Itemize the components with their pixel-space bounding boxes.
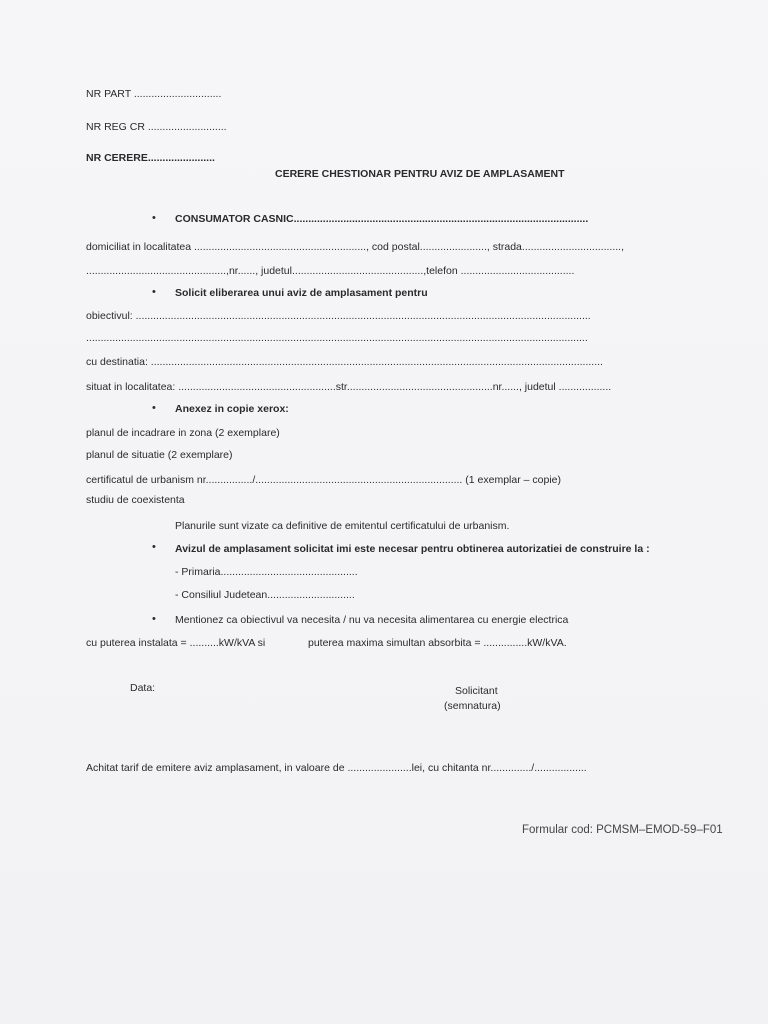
solicitant-label: Solicitant	[455, 685, 498, 697]
mentionez-line: Mentionez ca obiectivul va necesita / nu va necesita alimentarea cu energie electrica	[175, 614, 569, 626]
nr-judet-telefon-line: ................................................,nr......, judetul.............................................,telefon .......................................	[86, 265, 575, 277]
situat-line: situat in localitatea: ......................................................str..................................................nr......, judetul ..................	[86, 381, 612, 393]
puterea-maxima: puterea maxima simultan absorbita = ...............kW/kVA.	[308, 637, 567, 649]
nr-reg-cr: NR REG CR ...........................	[86, 121, 227, 133]
solicit-heading: Solicit eliberarea unui aviz de amplasament pentru	[175, 287, 428, 299]
domiciliat-line: domiciliat in localitatea ..........................................................., cod postal......................., strada..................................,	[86, 241, 625, 253]
bullet-icon: •	[152, 613, 156, 625]
bullet-icon: •	[152, 541, 156, 553]
anexa-item: certificatul de urbanism nr................/....................................................................... (1 exemplar – copie)	[86, 474, 561, 486]
destinatia-line: cu destinatia: ...........................................................................................................................................................	[86, 356, 603, 368]
semnatura-label: (semnatura)	[444, 700, 501, 712]
form-code: Formular cod: PCMSM–EMOD-59–F01	[522, 824, 723, 836]
obiectivul-dots-line: ............................................................................................................................................................................	[86, 332, 588, 344]
data-label: Data:	[130, 682, 156, 694]
anexa-item: planul de incadrare in zona (2 exemplare)	[86, 427, 280, 439]
anexa-item: planul de situatie (2 exemplare)	[86, 449, 233, 461]
bullet-icon: •	[152, 212, 156, 224]
nr-part: NR PART ..............................	[86, 88, 222, 100]
document-title: CERERE CHESTIONAR PENTRU AVIZ DE AMPLASAMENT	[275, 168, 565, 180]
achitat-line: Achitat tarif de emitere aviz amplasament, in valoare de ......................lei, cu chitanta nr............../..................	[86, 762, 587, 774]
anexez-heading: Anexez in copie xerox:	[175, 403, 289, 415]
anexa-item: studiu de coexistenta	[86, 494, 185, 506]
planuri-note: Planurile sunt vizate ca definitive de emitentul certificatului de urbanism.	[175, 520, 510, 532]
bullet-icon: •	[152, 286, 156, 298]
consumator-heading: CONSUMATOR CASNIC.....................................................................................................	[175, 213, 589, 225]
bullet-icon: •	[152, 402, 156, 414]
puterea-instalata: cu puterea instalata = ..........kW/kVA si	[86, 637, 266, 649]
nr-cerere: NR CERERE.......................	[86, 152, 215, 164]
primaria-line: - Primaria...............................................	[175, 566, 358, 578]
obiectivul-line: obiectivul: ............................................................................................................................................................	[86, 310, 591, 322]
avizul-heading: Avizul de amplasament solicitat imi este necesar pentru obtinerea autorizatiei de construire la :	[175, 543, 650, 555]
consiliul-line: - Consiliul Judetean..............................	[175, 589, 355, 601]
